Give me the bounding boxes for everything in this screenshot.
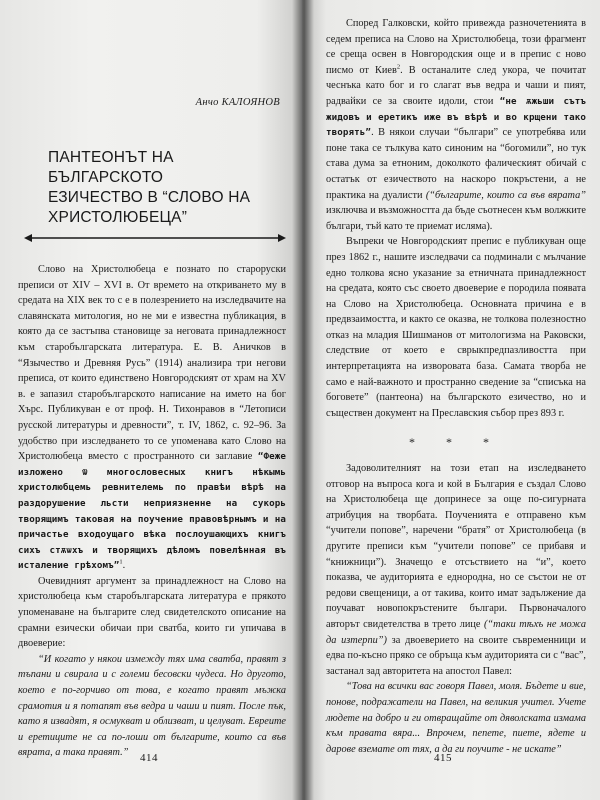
page-number: 414 bbox=[140, 752, 158, 764]
paragraph: Задоволителният на този етап на изследването отговор на въпроса кога и кой в България е създал Слово на Христолюбеца ще допринесе за още по-сигурната атрибуция на творбата. Поученията е отправено към “учители попове”, наречени “братя” от Христолюбеца (в другите преписи към “учители попове” се прибавя и “книжници”). Значещо е отсъствието на “и”, което показва, че аудиторията е еднородна, но се състои не от редови свещеници, а от такива, които имат задължение да поучават новопокръстените българи. Първоначалого авторът свидетелства в трето лице (“таки тѣхъ не можа да изтерпи”) за двоеверието на своите съвременници и едва по-късно пряко се обръща към аудиторията си с “вас”, застанал зад авторитета на апостол Павел: bbox=[326, 463, 587, 677]
author-name: Анчо КАЛОЯНОВ bbox=[195, 97, 280, 108]
quote-paragraph: “Това на всички вас говоря Павел, моля. Бъдете и вие, понове, подражатели на Павел, на великия учител. Учете людете на добро и ги отвращайте от дяволската измама към правата вяра... Впрочем, пепете, пиете, ядете и дарове вземате от тях, а да ги поучите - не искате” bbox=[326, 681, 586, 755]
paragraph: Слово на Христолюбеца е познато по староруски преписи от XIV – XVI в. От времето на откриването му в средата на XIX век то с е в полезрението на изследвачите на славянската митология, но не ми е известна публикация, в която да се застъпва становище за неговата принадлежност към старобългарската литература. Е. В. Аничков в “Язычество и Древняя Русь” (1914) анализира три негови преписа, от които единствено Новгородският от храм на XV в. е запазил старобългарското написание на името на бог Хърс. Публикуван е от проф. Н. Тихонравов в “Летописи русской литературы и древности”, т. IV, 1862, с. 92–96. За удобство при изследването то се упоменава като Слово на Христолюбеца вместо с пространното си заглавие “Феже изложено ѿ многословесных книгъ нѣкымь христолюбцемь ревнителемь по правѣи вѣрѣ на раздорушение льсти неприязненне на сукорь творящимъ таковая на поучение правовѣрнымъ и на причастье входоущаго вѣка послоушающихъ книгъ сихъ стѫѡхъ и творящихъ дѣломъ повелѣнная въ исталение грѣхомъ”$^1$. bbox=[18, 264, 287, 572]
section-separator: * * * bbox=[409, 435, 503, 450]
quote-paragraph: “И когато у някои измежду тях има сватба, правят з тъпани и свирала и с големи бесовски чудеса. Но другото, което е по-горчиво от това, е когато правят мъжка срамотия и я потапят във ведра и чаши и пият. После пък, като я извадят, я осмукват и облизват, и целуват. Евреите и еретиците не са по-лоши от българите, които са във вярата, а така правят.” bbox=[18, 653, 286, 759]
footnote-ref: 1 bbox=[119, 558, 123, 566]
paragraph: Според Галковски, който привежда разночетенията в седем преписа на Слово на Христолюбеца, този фрагмент се среща освен в Новгородския още и в препис с ново писмо от Киев$^2$. В останалите след укора, че почитат чеснъка като бог и го слагат във ведра и чаши и пият, радвайки се за своите идоли, стои “не ѫжьши сътъ жидовъ и еретикъ иже въ вѣрѣ и во крщени тако творять”. В някои случаи “българи” се употребява или поне така се тълкува като синоним на “богомили”, но тук става дума за етноним, доколкото фалическият обичай с остатък от езичеството на наскоро покръстени, а не практика на дуалисти (“българите, които са във вярата” изключва и възможността да бъде съотнесен към волжките българи, тъй като те приемат исляма). bbox=[326, 18, 586, 232]
paragraph: Очевидният аргумент за принадлежност на Слово на христолюбеца към старобългарската литература е прякото упоменаване на българите след свидетелското описание на срамни езически обичаи при сватба, които ги упичава в двоеверие: bbox=[18, 575, 286, 650]
left-body-text bbox=[18, 262, 286, 761]
paragraph: Въпреки че Новгородският препис е публикуван още през 1862 г., нашите изследвачи са подминали с мълчание едно толкова ясно указание за етничната принадлежност на средата, която със своето двоеверие е породила появата на Слово на Христолюбеца. Основната причина е в предвзаимостта, и както се оказва, не толкова полезностно отказ на младия Шишманов от митологизма на Раковски, следствие от което е сврыкпредпазливостта при интерпретацията на изворовата база. Самата творба не само е най-важното и пространно сведение за “списъка на боговете” (пантеона) на българското езичество, но и съществен документ на Преславския събор през 893 г. bbox=[326, 236, 586, 419]
chapter-title-line-3: ХРИСТОЛЮБЕЦА” bbox=[48, 209, 188, 226]
footnote-ref: 2 bbox=[396, 63, 401, 71]
chapter-title-line-1: ПАНТЕОНЪТ НА БЪЛГАРСКОТО bbox=[48, 149, 174, 186]
page-number: 415 bbox=[434, 752, 452, 764]
ornamental-rule bbox=[24, 233, 286, 243]
chapter-title-line-2: ЕЗИЧЕСТВО В “СЛОВО НА bbox=[48, 189, 251, 206]
right-body-text bbox=[326, 16, 586, 757]
old-slavonic-quote: “не ѫжьши сътъ жидовъ и еретикъ иже въ вѣрѣ и во крщени тако творять” bbox=[326, 95, 586, 139]
right-page bbox=[302, 0, 600, 800]
old-slavonic-quote: “Феже изложено ѿ многословесных книгъ нѣкымь христолюбцемь ревнителемь по правѣи вѣрѣ на раздорушение льсти неприязненне на сукорь творящимъ таковая на поучение правовѣрнымъ и на причастье входоущаго вѣка послоушающихъ книгъ сихъ стѫѡхъ и творящихъ дѣломъ повелѣнная въ исталение грѣхомъ” bbox=[18, 451, 287, 572]
chapter-title bbox=[48, 148, 263, 228]
